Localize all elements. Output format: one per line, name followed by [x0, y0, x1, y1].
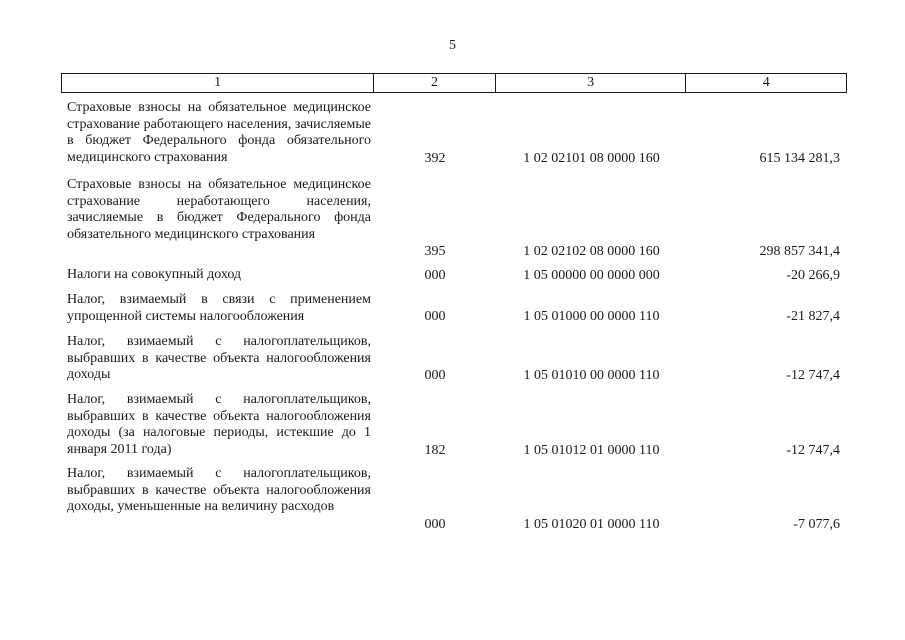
row-amount: -12 747,4	[786, 442, 840, 458]
row-admin-code: 392	[424, 150, 446, 166]
row-budget-code: 1 02 02101 08 0000 160	[523, 150, 660, 166]
row-admin-code: 182	[424, 442, 446, 458]
row-budget-code: 1 05 01010 00 0000 110	[523, 367, 660, 383]
page-number: 5	[449, 38, 456, 53]
row-name: Страховые взносы на обязательное медицинское страхование работающего населения, зачисляемые в бюджет Федерального фонда обязательного медицинского страхования	[67, 100, 371, 165]
row-admin-code: 395	[424, 243, 446, 259]
row-budget-code: 1 05 00000 00 0000 000	[523, 267, 660, 283]
table-row	[61, 392, 847, 459]
row-amount: 298 857 341,4	[759, 243, 840, 259]
row-amount: -7 077,6	[793, 516, 840, 532]
table-row	[61, 334, 847, 384]
row-amount: -20 266,9	[786, 267, 840, 283]
table-header	[61, 73, 847, 93]
header-column-2: 2	[374, 74, 496, 92]
row-amount: -21 827,4	[786, 308, 840, 324]
row-name: Страховые взносы на обязательное медицинское страхование неработающего населения, зачисляемые в бюджет Федерального фонда обязательного медицинского страхования	[67, 177, 371, 242]
table-row	[61, 267, 847, 284]
row-amount: -12 747,4	[786, 367, 840, 383]
table-row	[61, 292, 847, 325]
row-name: Налог, взимаемый в связи с применением упрощенной системы налогообложения	[67, 292, 371, 324]
row-name: Налоги на совокупный доход	[67, 267, 242, 282]
row-admin-code: 000	[424, 367, 446, 383]
row-name: Налог, взимаемый с налогоплательщиков, выбравших в качестве объекта налогообложения доходы	[67, 334, 371, 382]
header-column-3: 3	[496, 74, 687, 92]
table-row	[61, 466, 847, 533]
row-amount: 615 134 281,3	[759, 150, 840, 166]
row-admin-code: 000	[424, 308, 446, 324]
table-row	[61, 100, 847, 167]
row-name: Налог, взимаемый с налогоплательщиков, выбравших в качестве объекта налогообложения доходы, уменьшенные на величину расходов	[67, 466, 371, 514]
header-column-4: 4	[762, 75, 770, 90]
row-budget-code: 1 02 02102 08 0000 160	[523, 243, 660, 259]
row-admin-code: 000	[424, 516, 446, 532]
row-budget-code: 1 05 01020 01 0000 110	[523, 516, 660, 532]
table-row	[61, 177, 847, 260]
row-name: Налог, взимаемый с налогоплательщиков, выбравших в качестве объекта налогообложения доходы (за налоговые периоды, истекшие до 1 января 2011 года)	[67, 392, 371, 457]
row-budget-code: 1 05 01012 01 0000 110	[523, 442, 660, 458]
header-column-1: 1	[62, 74, 374, 92]
row-admin-code: 000	[424, 267, 446, 283]
row-budget-code: 1 05 01000 00 0000 110	[523, 308, 660, 324]
